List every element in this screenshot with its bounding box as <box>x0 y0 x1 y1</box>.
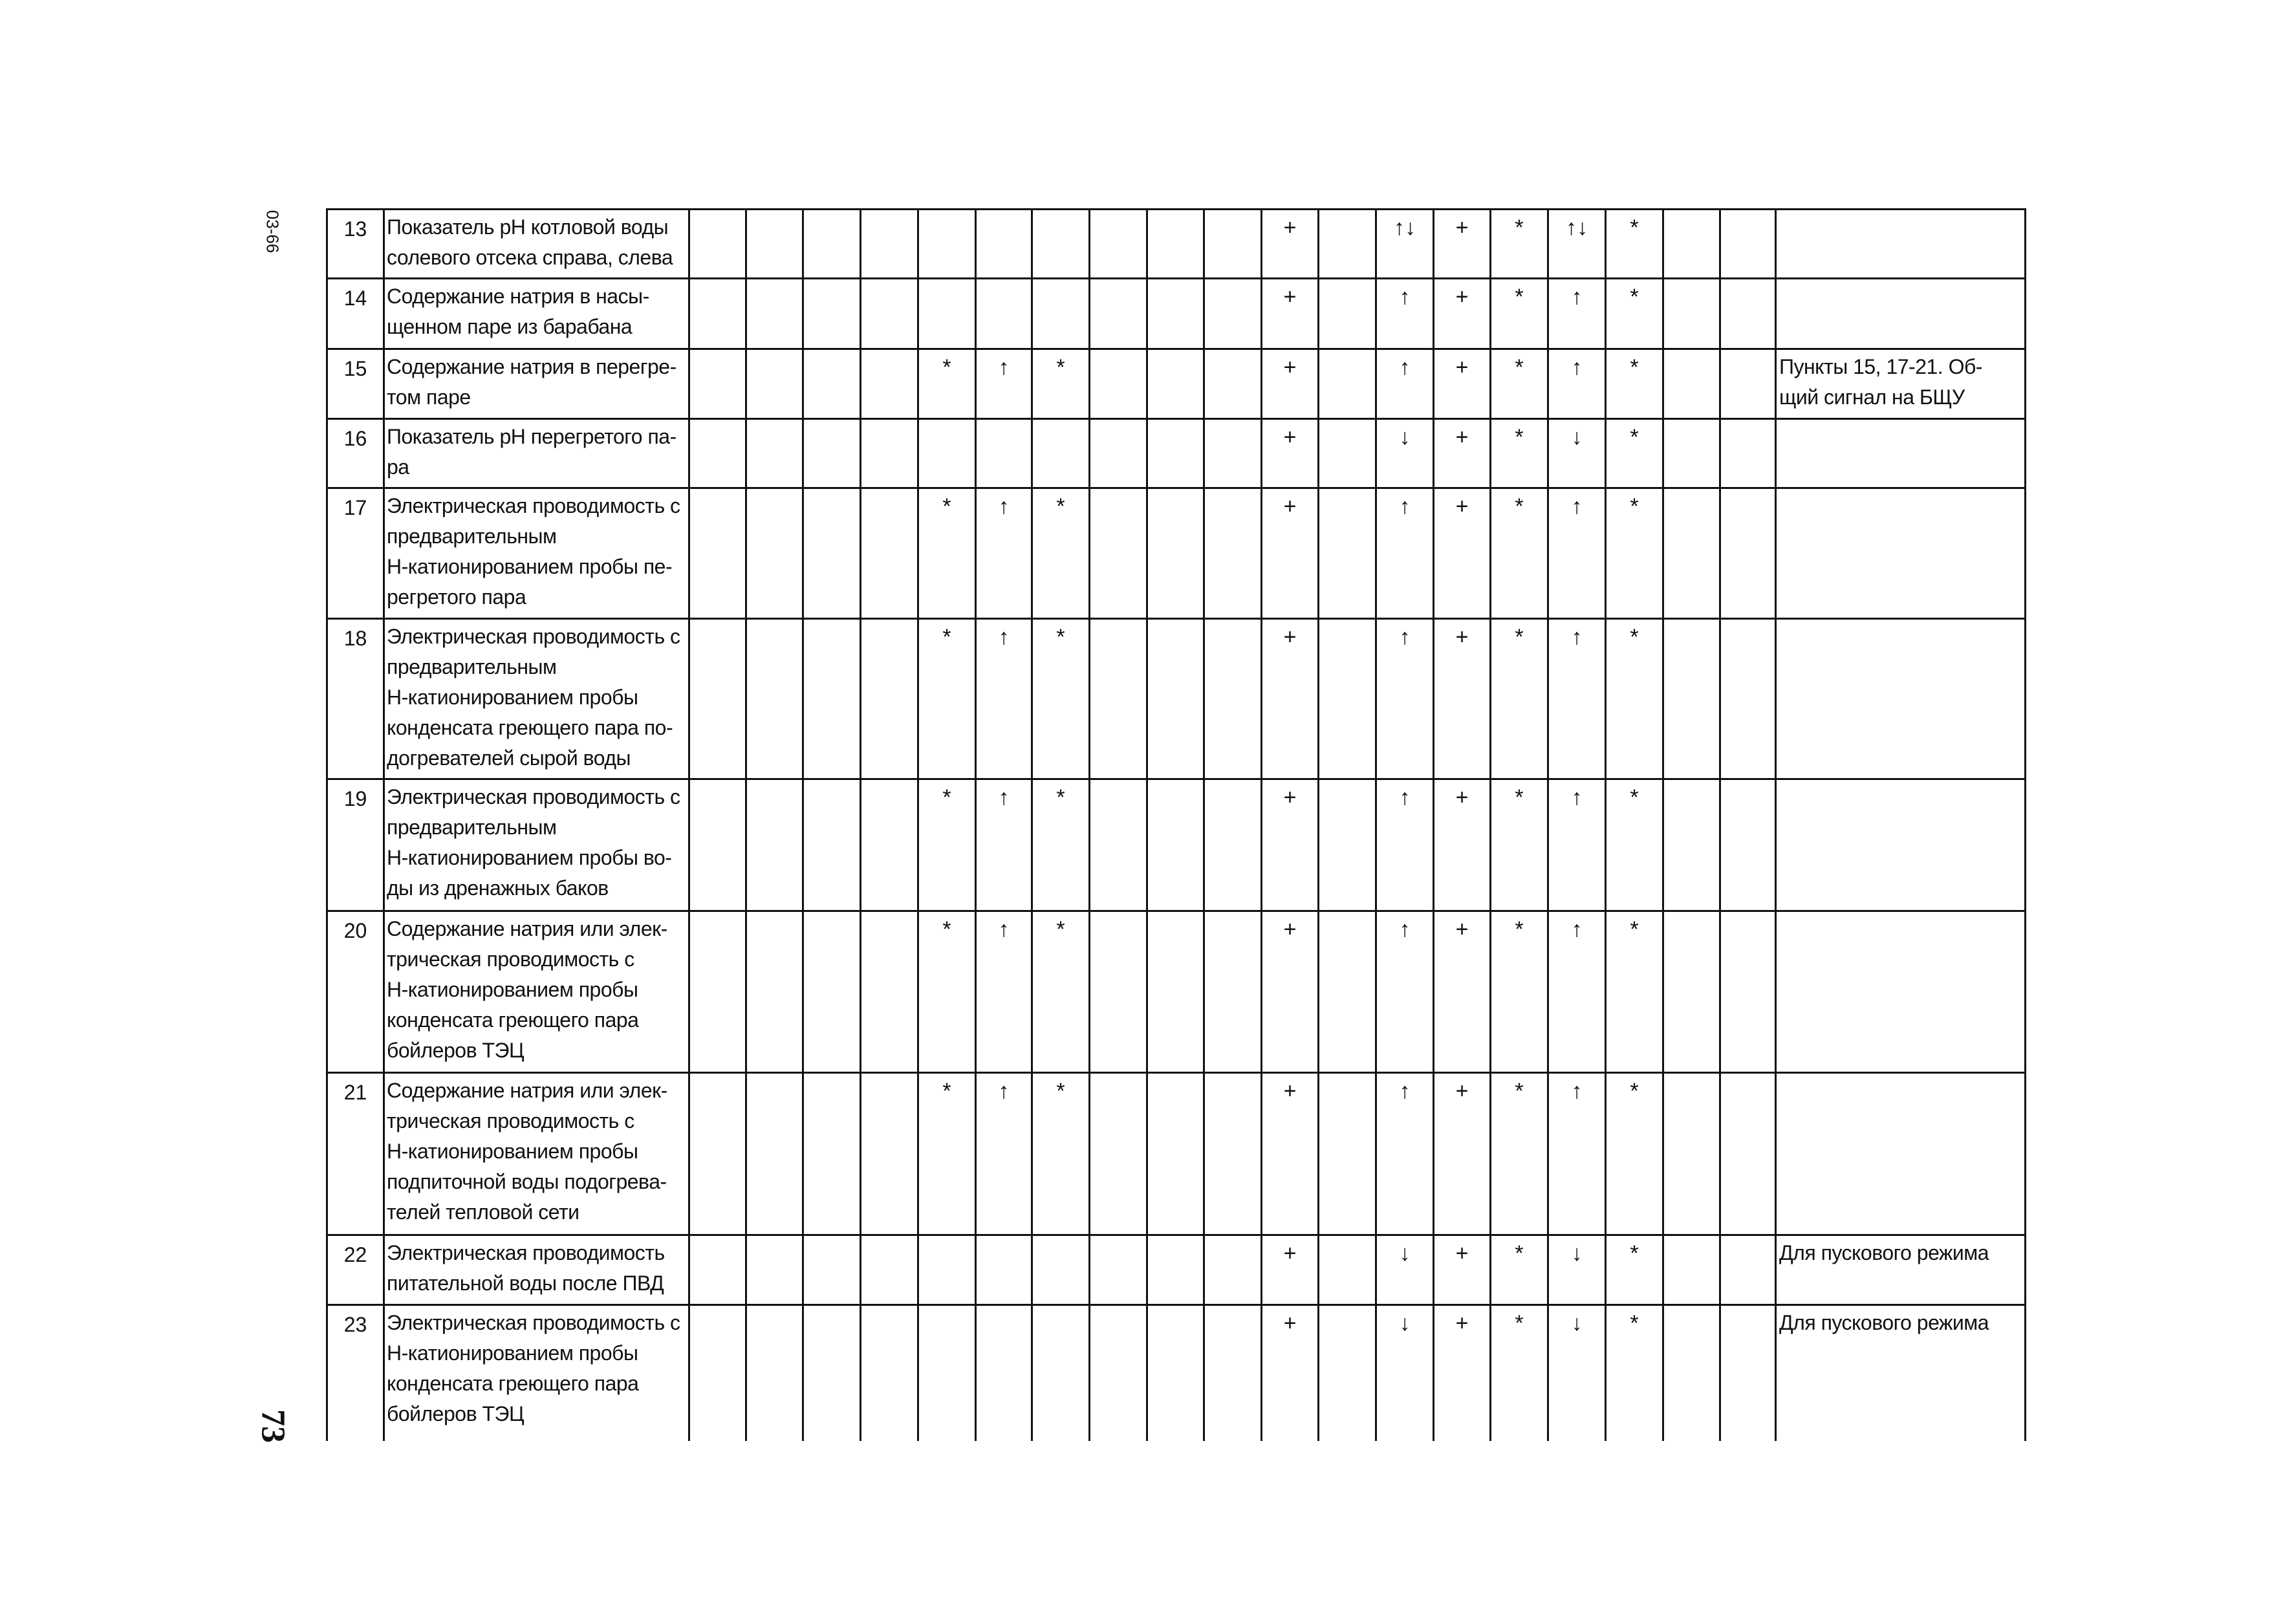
row-number: 13 <box>327 210 384 279</box>
mark-cell <box>1204 1235 1262 1305</box>
mark-cell <box>1720 488 1776 619</box>
mark-cell <box>861 210 918 279</box>
mark-cell <box>861 488 918 619</box>
note-cell <box>1776 779 2026 911</box>
parameter-name <box>384 419 689 488</box>
mark-cell <box>918 419 976 488</box>
mark-cell <box>861 779 918 911</box>
mark-cell <box>976 279 1032 349</box>
mark-cell: + <box>1434 488 1491 619</box>
row-number: 23 <box>327 1305 384 1441</box>
mark-cell: ↑ <box>976 488 1032 619</box>
mark-cell <box>746 779 803 911</box>
mark-cell <box>1720 1235 1776 1305</box>
note-cell <box>1776 210 2026 279</box>
mark-cell <box>1032 1305 1090 1441</box>
mark-cell: + <box>1262 419 1319 488</box>
parameter-name-line: конденсата греющего пара <box>387 1008 639 1032</box>
row-number: 14 <box>327 279 384 349</box>
mark-cell <box>1090 779 1147 911</box>
mark-cell <box>1720 1073 1776 1235</box>
mark-cell: ↓ <box>1376 1235 1434 1305</box>
mark-cell <box>1204 210 1262 279</box>
mark-cell: * <box>1032 619 1090 779</box>
mark-cell: * <box>1606 779 1663 911</box>
mark-cell <box>861 419 918 488</box>
mark-cell <box>1663 279 1720 349</box>
parameter-name-line: Содержание натрия или элек- <box>387 917 667 940</box>
mark-cell <box>1319 488 1376 619</box>
note-line: Пункты 15, 17-21. Об- <box>1779 355 1982 378</box>
mark-cell: + <box>1434 210 1491 279</box>
mark-cell <box>1090 911 1147 1073</box>
mark-cell: ↑ <box>1548 349 1606 419</box>
mark-cell: ↓ <box>1376 419 1434 488</box>
note-cell <box>1776 488 2026 619</box>
mark-cell <box>1090 1235 1147 1305</box>
mark-cell: ↑ <box>976 349 1032 419</box>
mark-cell <box>1204 1073 1262 1235</box>
mark-cell: + <box>1262 911 1319 1073</box>
parameter-name <box>384 619 689 779</box>
mark-cell <box>803 779 861 911</box>
mark-cell <box>1090 1305 1147 1441</box>
mark-cell: ↑ <box>976 1073 1032 1235</box>
parameter-name <box>384 210 689 279</box>
mark-cell <box>1204 911 1262 1073</box>
mark-cell <box>803 419 861 488</box>
mark-cell <box>976 210 1032 279</box>
mark-cell <box>1032 210 1090 279</box>
parameter-name <box>384 488 689 619</box>
mark-cell <box>689 911 746 1073</box>
mark-cell: + <box>1434 619 1491 779</box>
mark-cell: * <box>1491 279 1548 349</box>
mark-cell <box>689 1073 746 1235</box>
mark-cell: + <box>1262 488 1319 619</box>
note-line: Для пускового режима <box>1779 1241 1989 1264</box>
table-row <box>327 619 2026 779</box>
mark-cell <box>803 911 861 1073</box>
mark-cell <box>803 1073 861 1235</box>
mark-cell: * <box>1606 210 1663 279</box>
mark-cell: * <box>1606 1305 1663 1441</box>
mark-cell <box>918 1305 976 1441</box>
mark-cell: + <box>1262 779 1319 911</box>
parameter-name-line: Электрическая проводимость с <box>387 494 680 517</box>
mark-cell: ↑ <box>1376 488 1434 619</box>
parameter-name-line: Н-катионированием пробы <box>387 686 638 709</box>
mark-cell: * <box>1606 619 1663 779</box>
mark-cell <box>1663 1235 1720 1305</box>
mark-cell <box>1147 1073 1204 1235</box>
mark-cell <box>1204 619 1262 779</box>
parameter-name-line: питательной воды после ПВД <box>387 1272 664 1295</box>
mark-cell <box>746 619 803 779</box>
mark-cell <box>1204 279 1262 349</box>
parameter-name-line: Н-катионированием пробы <box>387 1140 638 1163</box>
mark-cell <box>1147 1305 1204 1441</box>
note-cell <box>1776 1235 2026 1305</box>
mark-cell: * <box>1606 1073 1663 1235</box>
mark-cell: * <box>1491 488 1548 619</box>
table-row <box>327 279 2026 349</box>
note-cell <box>1776 911 2026 1073</box>
table-row <box>327 488 2026 619</box>
parameter-name-line: Содержание натрия в насы- <box>387 285 649 308</box>
mark-cell: + <box>1434 279 1491 349</box>
mark-cell: + <box>1262 210 1319 279</box>
mark-cell <box>861 619 918 779</box>
mark-cell <box>803 279 861 349</box>
mark-cell: ↑ <box>1548 911 1606 1073</box>
parameter-name-line: Электрическая проводимость с <box>387 1311 680 1334</box>
row-number: 19 <box>327 779 384 911</box>
table-row <box>327 779 2026 911</box>
mark-cell <box>1663 419 1720 488</box>
row-number: 15 <box>327 349 384 419</box>
parameter-name-line: конденсата греющего пара по- <box>387 716 673 739</box>
mark-cell: * <box>918 349 976 419</box>
mark-cell: + <box>1434 349 1491 419</box>
mark-cell <box>746 1305 803 1441</box>
mark-cell: * <box>1491 1235 1548 1305</box>
mark-cell <box>689 1235 746 1305</box>
row-number: 20 <box>327 911 384 1073</box>
parameter-name-line: Н-катионированием пробы <box>387 978 638 1001</box>
mark-cell <box>689 488 746 619</box>
note-cell <box>1776 1305 2026 1441</box>
mark-cell <box>1319 619 1376 779</box>
mark-cell <box>1147 279 1204 349</box>
mark-cell <box>861 279 918 349</box>
mark-cell <box>1032 1235 1090 1305</box>
parameter-name-line: конденсата греющего пара <box>387 1372 639 1395</box>
parameter-name-line: телей тепловой сети <box>387 1200 579 1224</box>
table-row <box>327 210 2026 279</box>
mark-cell: ↓ <box>1376 1305 1434 1441</box>
parameter-name-line: подпиточной воды подогрева- <box>387 1170 667 1193</box>
mark-cell: + <box>1434 779 1491 911</box>
mark-cell <box>1147 1235 1204 1305</box>
mark-cell <box>1319 210 1376 279</box>
mark-cell: ↑ <box>976 911 1032 1073</box>
mark-cell <box>1032 419 1090 488</box>
mark-cell <box>1663 619 1720 779</box>
mark-cell: * <box>1032 488 1090 619</box>
mark-cell <box>861 1073 918 1235</box>
parameter-name-line: Н-катионированием пробы <box>387 1341 638 1365</box>
parameter-name-line: солевого отсека справа, слева <box>387 246 673 269</box>
mark-cell <box>1319 279 1376 349</box>
mark-cell: ↑ <box>1376 1073 1434 1235</box>
mark-cell: ↑↓ <box>1548 210 1606 279</box>
table-row <box>327 911 2026 1073</box>
mark-cell <box>1720 210 1776 279</box>
mark-cell <box>1663 210 1720 279</box>
table-row <box>327 1235 2026 1305</box>
mark-cell <box>1204 1305 1262 1441</box>
page-number: 73 <box>254 1409 292 1443</box>
mark-cell: * <box>1606 1235 1663 1305</box>
mark-cell <box>861 1305 918 1441</box>
mark-cell <box>689 210 746 279</box>
parameter-name-line: бойлеров ТЭЦ <box>387 1402 525 1425</box>
parameter-name-line: предварительным <box>387 816 557 839</box>
mark-cell: + <box>1434 1235 1491 1305</box>
mark-cell <box>1319 1235 1376 1305</box>
mark-cell: ↑ <box>1376 779 1434 911</box>
mark-cell <box>1319 1073 1376 1235</box>
table-row <box>327 349 2026 419</box>
mark-cell: ↓ <box>1548 419 1606 488</box>
mark-cell <box>1319 349 1376 419</box>
mark-cell <box>746 911 803 1073</box>
mark-cell <box>976 1305 1032 1441</box>
mark-cell: * <box>1032 1073 1090 1235</box>
mark-cell: * <box>1491 779 1548 911</box>
mark-cell: ↑ <box>1376 279 1434 349</box>
mark-cell: ↑ <box>976 619 1032 779</box>
parameter-name-line: ды из дренажных баков <box>387 876 609 900</box>
mark-cell <box>1090 419 1147 488</box>
mark-cell <box>1319 1305 1376 1441</box>
mark-cell: ↑ <box>1376 911 1434 1073</box>
mark-cell: ↑ <box>1548 619 1606 779</box>
mark-cell: * <box>1606 419 1663 488</box>
mark-cell: ↑ <box>1376 619 1434 779</box>
mark-cell: + <box>1262 279 1319 349</box>
mark-cell <box>1204 349 1262 419</box>
mark-cell: * <box>1606 349 1663 419</box>
mark-cell <box>1720 279 1776 349</box>
mark-cell <box>1090 349 1147 419</box>
parameter-name-line: Электрическая проводимость <box>387 1241 665 1264</box>
mark-cell <box>1663 911 1720 1073</box>
mark-cell <box>1720 419 1776 488</box>
note-cell <box>1776 419 2026 488</box>
mark-cell <box>746 210 803 279</box>
mark-cell: * <box>1491 911 1548 1073</box>
mark-cell <box>1147 619 1204 779</box>
mark-cell: + <box>1262 1305 1319 1441</box>
mark-cell <box>861 349 918 419</box>
mark-cell <box>746 349 803 419</box>
mark-cell: * <box>1032 911 1090 1073</box>
mark-cell <box>1204 419 1262 488</box>
mark-cell <box>1204 779 1262 911</box>
parameters-table <box>326 208 2026 1441</box>
mark-cell <box>1090 619 1147 779</box>
mark-cell <box>1090 279 1147 349</box>
parameter-name-line: Содержание натрия или элек- <box>387 1079 667 1102</box>
mark-cell <box>689 1305 746 1441</box>
mark-cell: * <box>1606 488 1663 619</box>
mark-cell <box>746 1073 803 1235</box>
mark-cell <box>1204 488 1262 619</box>
mark-cell <box>861 1235 918 1305</box>
mark-cell: ↑ <box>1376 349 1434 419</box>
mark-cell <box>1147 349 1204 419</box>
mark-cell <box>1147 911 1204 1073</box>
mark-cell <box>1090 488 1147 619</box>
mark-cell <box>1663 488 1720 619</box>
table-row <box>327 419 2026 488</box>
parameter-name-line: щенном паре из барабана <box>387 315 633 338</box>
mark-cell: * <box>918 911 976 1073</box>
mark-cell <box>689 349 746 419</box>
mark-cell <box>1720 619 1776 779</box>
mark-cell: * <box>1491 619 1548 779</box>
mark-cell <box>1147 210 1204 279</box>
parameter-name-line: Содержание натрия в перегре- <box>387 355 676 378</box>
mark-cell <box>976 1235 1032 1305</box>
parameter-name-line: трическая проводимость с <box>387 1109 634 1132</box>
mark-cell: * <box>918 1073 976 1235</box>
parameter-name-line: Н-катионированием пробы пе- <box>387 555 673 578</box>
mark-cell: * <box>1606 279 1663 349</box>
row-number: 21 <box>327 1073 384 1235</box>
mark-cell <box>1147 488 1204 619</box>
mark-cell: ↑ <box>976 779 1032 911</box>
mark-cell: * <box>918 619 976 779</box>
mark-cell <box>1663 1305 1720 1441</box>
parameter-name-line: Электрическая проводимость с <box>387 785 680 808</box>
mark-cell <box>803 1235 861 1305</box>
mark-cell: ↑ <box>1548 488 1606 619</box>
mark-cell <box>746 1235 803 1305</box>
parameter-name-line: Н-катионированием пробы во- <box>387 846 672 869</box>
mark-cell: + <box>1434 1305 1491 1441</box>
parameter-name <box>384 349 689 419</box>
note-line: Для пускового режима <box>1779 1311 1989 1334</box>
parameter-name-line: бойлеров ТЭЦ <box>387 1039 525 1062</box>
row-number: 17 <box>327 488 384 619</box>
mark-cell: ↑↓ <box>1376 210 1434 279</box>
mark-cell: ↑ <box>1548 279 1606 349</box>
mark-cell <box>1090 210 1147 279</box>
parameter-name-line: трическая проводимость с <box>387 947 634 971</box>
row-number: 22 <box>327 1235 384 1305</box>
mark-cell <box>803 619 861 779</box>
mark-cell: * <box>1491 349 1548 419</box>
row-number: 18 <box>327 619 384 779</box>
mark-cell: ↓ <box>1548 1235 1606 1305</box>
mark-cell <box>746 279 803 349</box>
mark-cell <box>1663 779 1720 911</box>
mark-cell <box>1720 1305 1776 1441</box>
mark-cell <box>918 279 976 349</box>
note-cell <box>1776 349 2026 419</box>
mark-cell <box>803 1305 861 1441</box>
mark-cell: + <box>1434 911 1491 1073</box>
mark-cell: * <box>1032 779 1090 911</box>
mark-cell <box>1090 1073 1147 1235</box>
mark-cell <box>689 419 746 488</box>
parameter-name <box>384 1305 689 1441</box>
mark-cell <box>689 279 746 349</box>
mark-cell <box>1720 779 1776 911</box>
document-code: 03-66 <box>263 210 283 254</box>
mark-cell <box>803 210 861 279</box>
mark-cell <box>976 419 1032 488</box>
mark-cell <box>1319 419 1376 488</box>
note-line: щий сигнал на БЩУ <box>1779 385 1965 409</box>
mark-cell <box>1319 911 1376 1073</box>
mark-cell <box>746 488 803 619</box>
parameter-name-line: предварительным <box>387 655 557 678</box>
mark-cell <box>1032 279 1090 349</box>
mark-cell <box>1147 419 1204 488</box>
parameter-name-line: Показатель pH перегретого па- <box>387 425 676 448</box>
mark-cell: * <box>1606 911 1663 1073</box>
parameter-name-line: ра <box>387 455 409 479</box>
mark-cell: * <box>918 779 976 911</box>
note-cell <box>1776 619 2026 779</box>
mark-cell <box>746 419 803 488</box>
table-row <box>327 1073 2026 1235</box>
row-number: 16 <box>327 419 384 488</box>
mark-cell: + <box>1262 349 1319 419</box>
mark-cell <box>1147 779 1204 911</box>
mark-cell: + <box>1262 1073 1319 1235</box>
parameter-name-line: Показатель pH котловой воды <box>387 215 669 239</box>
table-row <box>327 1305 2026 1441</box>
mark-cell <box>1663 349 1720 419</box>
mark-cell <box>1720 349 1776 419</box>
note-cell <box>1776 279 2026 349</box>
note-cell <box>1776 1073 2026 1235</box>
mark-cell: + <box>1262 1235 1319 1305</box>
mark-cell: + <box>1434 1073 1491 1235</box>
mark-cell: ↑ <box>1548 779 1606 911</box>
mark-cell <box>1663 1073 1720 1235</box>
mark-cell <box>918 210 976 279</box>
parameter-name <box>384 779 689 911</box>
mark-cell: + <box>1434 419 1491 488</box>
mark-cell <box>803 488 861 619</box>
mark-cell <box>918 1235 976 1305</box>
mark-cell: * <box>1491 419 1548 488</box>
parameter-name-line: догревателей сырой воды <box>387 746 631 770</box>
mark-cell: * <box>1491 1073 1548 1235</box>
mark-cell: * <box>1032 349 1090 419</box>
mark-cell: * <box>918 488 976 619</box>
parameter-name <box>384 1073 689 1235</box>
parameter-name-line: предварительным <box>387 525 557 548</box>
mark-cell: + <box>1262 619 1319 779</box>
mark-cell: ↓ <box>1548 1305 1606 1441</box>
parameter-name <box>384 279 689 349</box>
mark-cell <box>1720 911 1776 1073</box>
mark-cell <box>689 779 746 911</box>
mark-cell: * <box>1491 210 1548 279</box>
mark-cell: * <box>1491 1305 1548 1441</box>
mark-cell <box>1319 779 1376 911</box>
parameter-name-line: Электрическая проводимость с <box>387 625 680 648</box>
mark-cell <box>689 619 746 779</box>
parameter-name <box>384 1235 689 1305</box>
mark-cell <box>861 911 918 1073</box>
parameter-name <box>384 911 689 1073</box>
mark-cell: ↑ <box>1548 1073 1606 1235</box>
parameter-name-line: том паре <box>387 385 471 409</box>
parameter-name-line: регретого пара <box>387 585 526 609</box>
mark-cell <box>803 349 861 419</box>
